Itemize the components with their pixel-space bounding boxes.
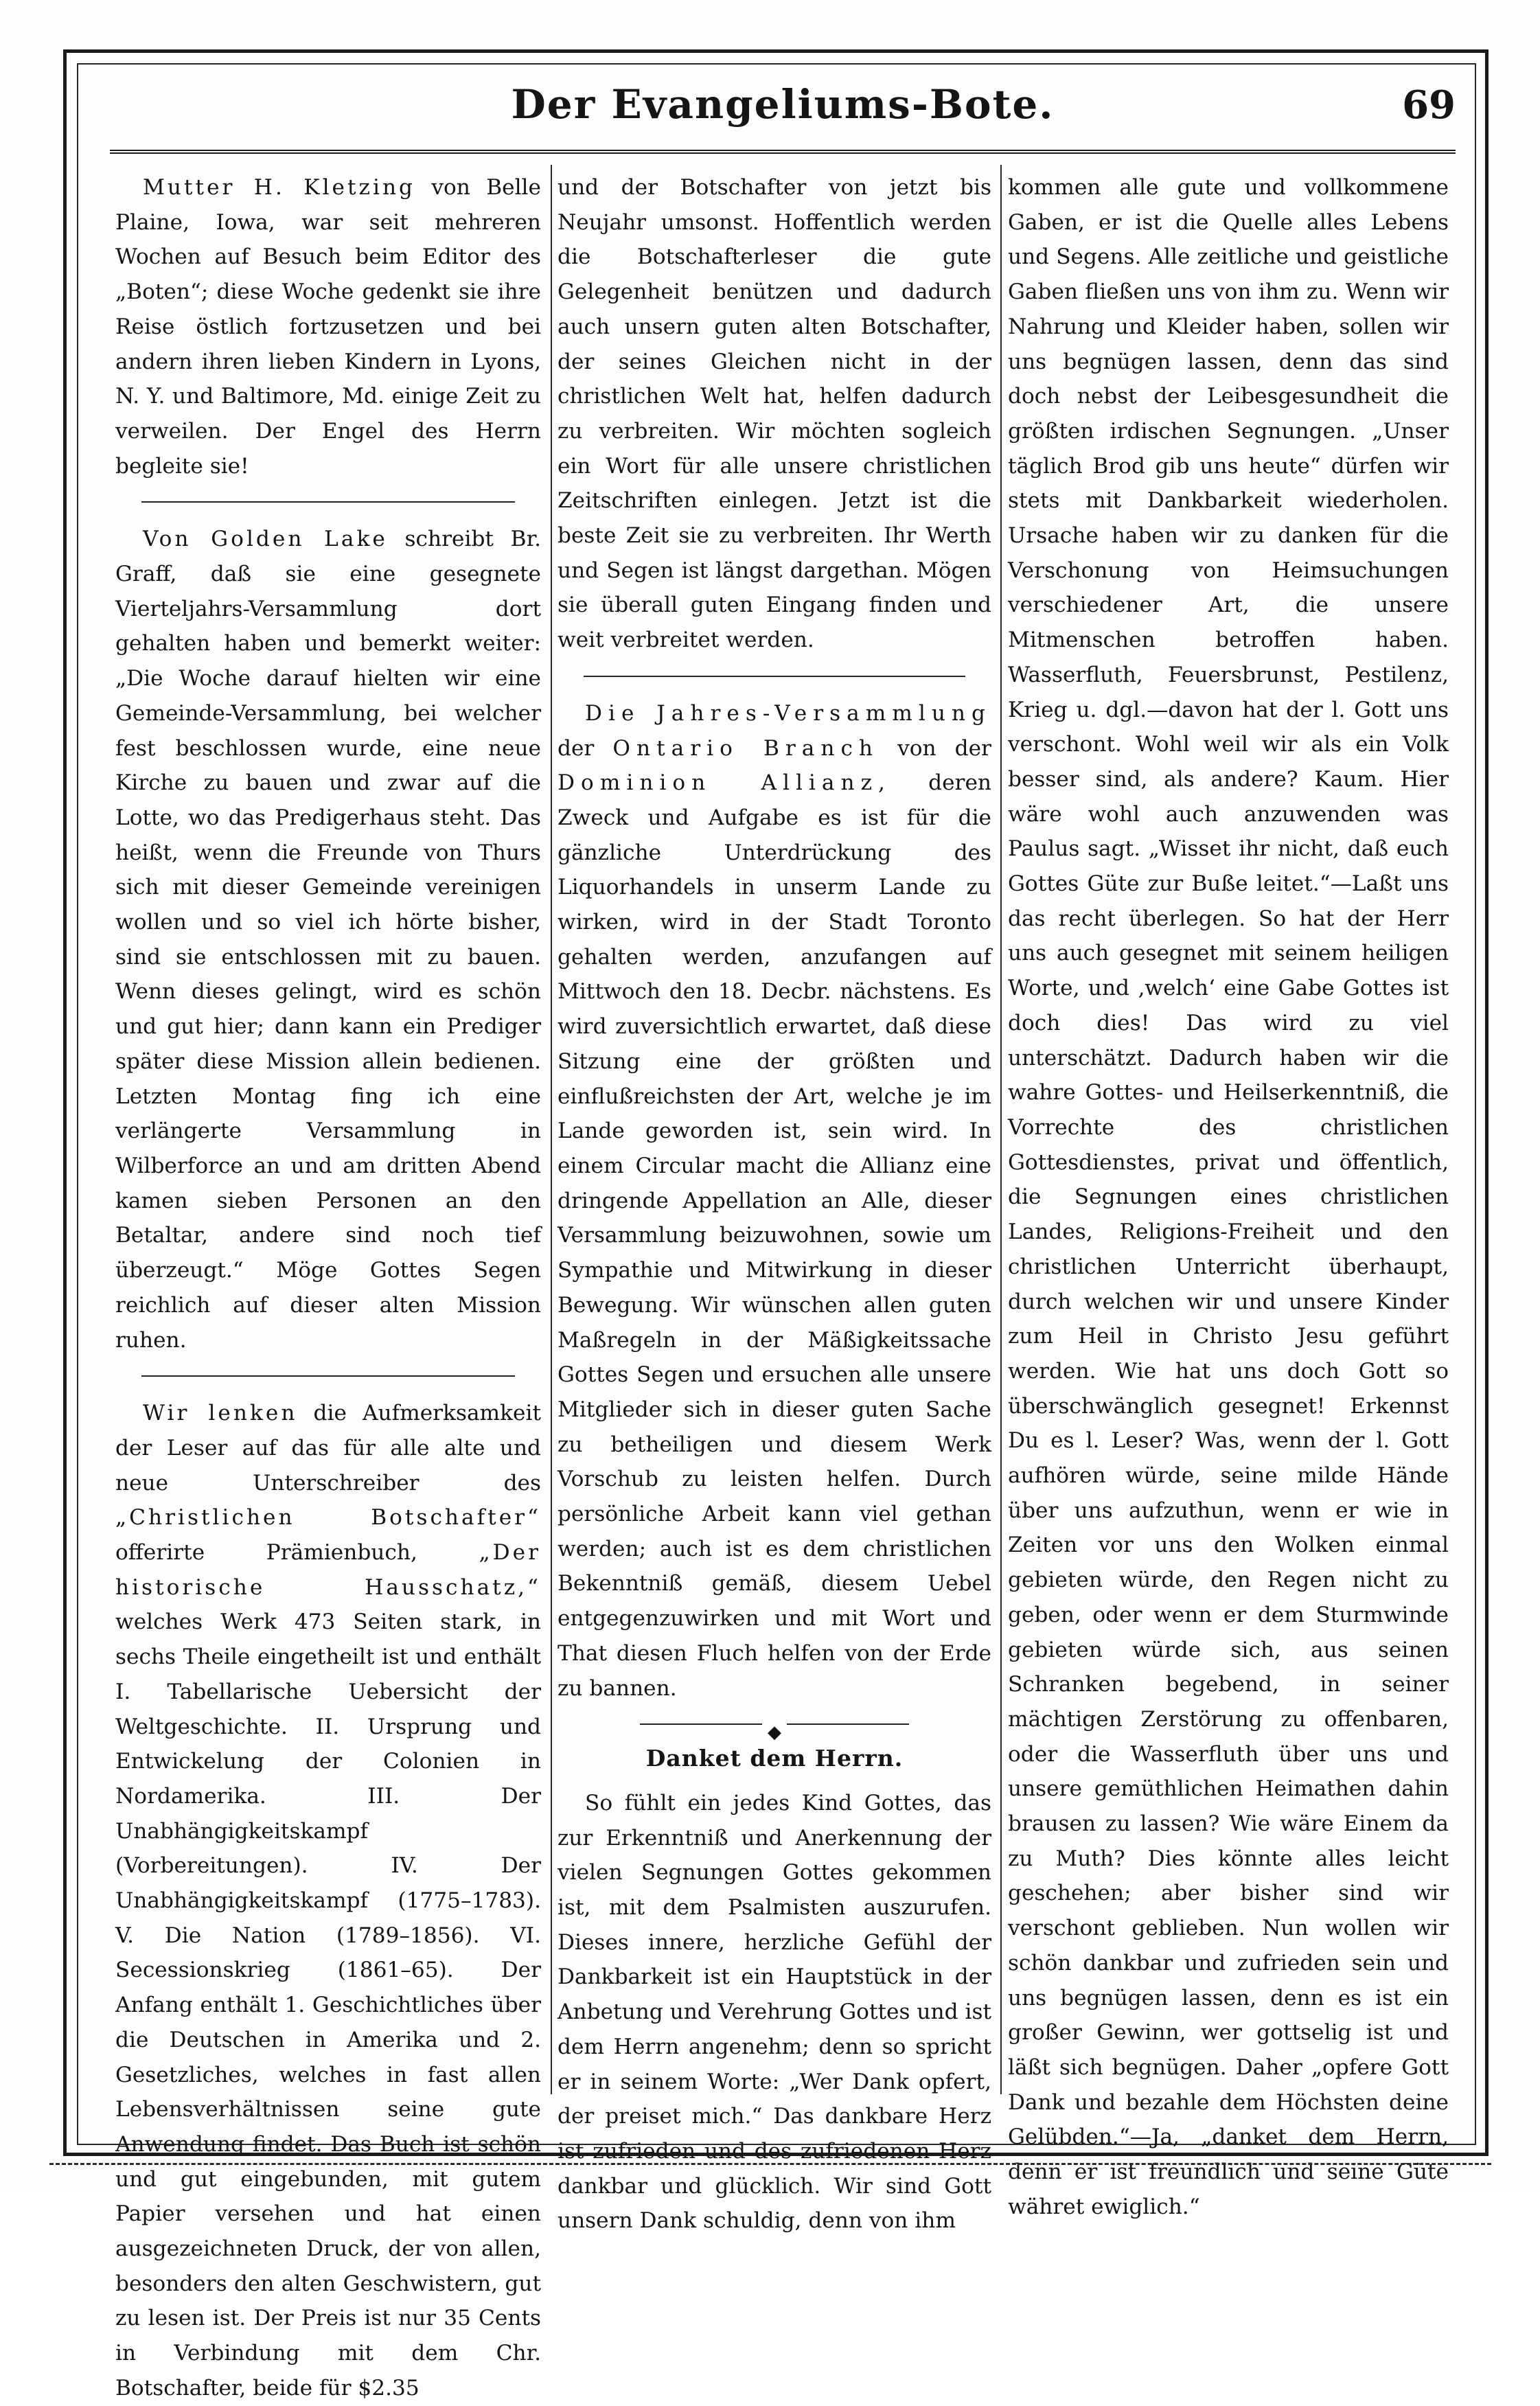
header-rule — [110, 150, 1456, 154]
diamond-ornament-icon: ◆ — [762, 1722, 787, 1743]
column-2 — [558, 170, 991, 2238]
article-heading: Danket dem Herrn. — [645, 1745, 904, 1772]
column-divider-2 — [1000, 165, 1002, 2094]
article-separator — [141, 1375, 515, 1377]
article-golden-lake: Von Golden Lake schreibt Br. Graff, daß sie eine gesegnete Vierteljahrs-Versammlung dort gehalten haben und bemerkt weiter: „Die Woche darauf hielten wir eine Gemeinde-Versammlung, bei welcher fest beschlossen wurde, eine neue Kirche zu bauen und zwar auf die Lotte, wo das Predigerhaus steht. Das heißt, wenn die Freunde von Thurs sich mit dieser Gemeinde vereinigen wollen und so viel ich hörte bisher, sind sie entschlossen mit zu bauen. Wenn dieses gelingt, wird es schön und gut hier; dann kann ein Prediger später diese Mission allein bedienen. Letzten Montag fing ich eine verlängerte Versammlung in Wilberforce an und am dritten Abend kamen sieben Personen an den Betaltar, andere sind noch tief überzeugt.“ Möge Gottes Segen reichlich auf dieser alten Mission ruhen. — [115, 527, 541, 1353]
article-danket: So fühlt ein jedes Kind Gottes, das zur Erkenntniß und Anerkennung der vielen Segnungen Gottes gekommen ist, mit dem Psalmisten auszurufen. Dieses innere, herzliche Gefühl der Dankbarkeit ist ein Hauptstück in der Anbetung und Verehrung Gottes und ist dem Herrn angenehm; denn so spricht er in seinem Worte: „Wer Dank opfert, der preiset mich.“ Das dankbare Herz ist zufrieden und des zufriedenen Herz dankbar und glücklich. Wir sind Gott unsern Dank schuldig, denn von ihm — [558, 1790, 991, 2234]
article-separator — [141, 501, 515, 503]
column-divider-1 — [551, 165, 552, 2094]
column-1 — [115, 170, 541, 2406]
page-header — [110, 81, 1456, 143]
article-hausschatz: Wir lenken die Aufmerksamkeit der Leser auf das für alle alte und neue Unterschreiber des „Christlichen Botschafter“ offerirte Prämienbuch, „Der historische Hausschatz,“ welches Werk 473 Seiten stark, in sechs Theile eingetheilt ist und enthält I. Tabellarische Uebersicht der Weltgeschichte. II. Ursprung und Entwickelung der Colonien in Nordamerika. III. Der Unabhängigkeitskampf (Vorbereitungen). IV. Der Unabhängigkeitskampf (1775–1783). V. Die Nation (1789–1856). VI. Secessionskrieg (1861–65). Der Anfang enthält 1. Geschichtliches über die Deutschen in Amerika und 2. Gesetzliches, welches in fast allen Lebensverhältnissen seine gute Anwendung findet. Das Buch ist schön und gut eingebunden, mit gutem Papier versehen und hat einen ausgezeichneten Druck, der von allen, besonders den alten Geschwistern, gut zu lesen ist. Der Preis ist nur 35 Cents in Verbindung mit dem Chr. Botschafter, beide für $2.35 — [115, 1401, 541, 2401]
article-separator — [584, 676, 965, 677]
ornament-separator — [558, 1714, 991, 1743]
article-kletzing: Mutter H. Kletzing von Belle Plaine, Iowa, war seit mehreren Wochen auf Besuch beim Editor des „Boten“; diese Woche gedenkt sie ihre Reise östlich fortzusetzen und bei andern ihren lieben Kindern in Lyons, N. Y. und Baltimore, Md. einige Zeit zu verweilen. Der Engel des Herrn begleite sie! — [115, 175, 541, 479]
page-number: 69 — [1402, 82, 1456, 128]
article-continuation: und der Botschafter von jetzt bis Neujahr umsonst. Hoffentlich werden die Botschafterleser die gute Gelegenheit benützen und dadurch auch unsern guten alten Botschafter, der seines Gleichen nicht in der christlichen Welt hat, helfen dadurch zu verbreiten. Wir möchten sogleich ein Wort für alle unsere christlichen Zeitschriften einlegen. Jetzt ist die beste Zeit sie zu verbreiten. Ihr Werth und Segen ist längst dargethan. Mögen sie überall guten Eingang finden und weit verbreitet werden. — [558, 175, 991, 653]
article-jahresversammlung: Die Jahres-Versammlung der Ontario Branch von der Dominion Allianz, deren Zweck und Aufgabe es ist für die gänzliche Unterdrückung des Liquorhandels in unserm Lande zu wirken, wird in der Stadt Toronto gehalten werden, anzufangen auf Mittwoch den 18. Decbr. nächstens. Es wird zuversichtlich erwartet, daß diese Sitzung eine der größten und einflußreichsten der Art, welche je im Lande geworden ist, sein wird. In einem Circular macht die Allianz eine dringende Appellation an Alle, dieser Versammlung beizuwohnen, sowie um Sympathie und Mitwirkung in dieser Bewegung. Wir wünschen allen guten Maßregeln in der Mäßigkeitssache Gottes Segen und ersuchen alle unsere Mitglieder sich in dieser guten Sache zu betheiligen und diesem Werk Vorschub zu leisten helfen. Durch persönliche Arbeit kann viel gethan werden; auch ist es dem christlichen Bekenntniß gemäß, diesem Uebel entgegenzuwirken und mit Wort und That diesen Fluch helfen von der Erde zu bannen. — [558, 700, 991, 1701]
masthead-title: Der Evangeliums-Bote. — [511, 81, 1055, 128]
column-3 — [1008, 170, 1449, 2224]
article-danket-continuation: kommen alle gute und vollkommene Gaben, er ist die Quelle alles Lebens und Segens. Alle zeitliche und geistliche Gaben fließen uns von ihm zu. Wenn wir Nahrung und Kleider haben, sollen wir uns begnügen lassen, denn das sind doch nebst der Leibesgesundheit die größten irdischen Segnungen. „Unser täglich Brod gib uns heute“ dürfen wir stets mit Dankbarkeit wiederholen. Ursache haben wir zu danken für die Verschonung von Heimsuchungen verschiedener Art, die unsere Mitmenschen betroffen haben. Wasserfluth, Feuersbrunst, Pestilenz, Krieg u. dgl.—davon hat der l. Gott uns verschont. Wohl weil wir als ein Volk besser sind, als andere? Kaum. Hier wäre wohl auch anzuwenden was Paulus sagt. „Wisset ihr nicht, daß euch Gottes Güte zur Buße leitet.“—Laßt uns das recht überlegen. So hat der Herr uns auch gesegnet mit seinem heiligen Worte, und ‚welch‘ eine Gabe Gottes ist doch dies! Das wird zu viel unterschätzt. Dadurch haben wir die wahre Gottes- und Heilserkenntniß, die Vorrechte des christlichen Gottesdienstes, privat und öffentlich, die Segnungen eines christlichen Landes, Religions-Freiheit und den christlichen Unterricht überhaupt, durch welchen wir und unsere Kinder zum Heil in Christo Jesu geführt werden. Wie hat uns doch Gott so überschwänglich gesegnet! Erkennst Du es l. Leser? Was, wenn der l. Gott aufhören würde, seine milde Hände über uns aufzuthun, wenn er wie in Zeiten vor uns den Wolken einmal gebieten würde, den Regen nicht zu geben, oder wenn er dem Sturmwinde gebieten würde sich, aus seinen Schranken begebend, in seiner mächtigen Zerstörung zu offenbaren, oder die Wasserfluth über uns und unsere gemüthlichen Heimathen dahin brausen zu lassen? Wie wäre Einem da zu Muth? Dies könnte alles leicht geschehen; aber bisher sind wir verschont geblieben. Nun wollen wir schön dankbar und zufrieden sein und uns begnügen lassen, denn es ist ein großer Gewinn, wer gottselig ist und läßt sich begnügen. Daher „opfere Gott Dank und bezahle dem Höchsten deine Gelübden.“—Ja, „danket dem Herrn, denn er ist freundlich und seine Güte währet ewiglich.“ — [1008, 175, 1449, 2219]
bottom-rule — [49, 2163, 1491, 2165]
